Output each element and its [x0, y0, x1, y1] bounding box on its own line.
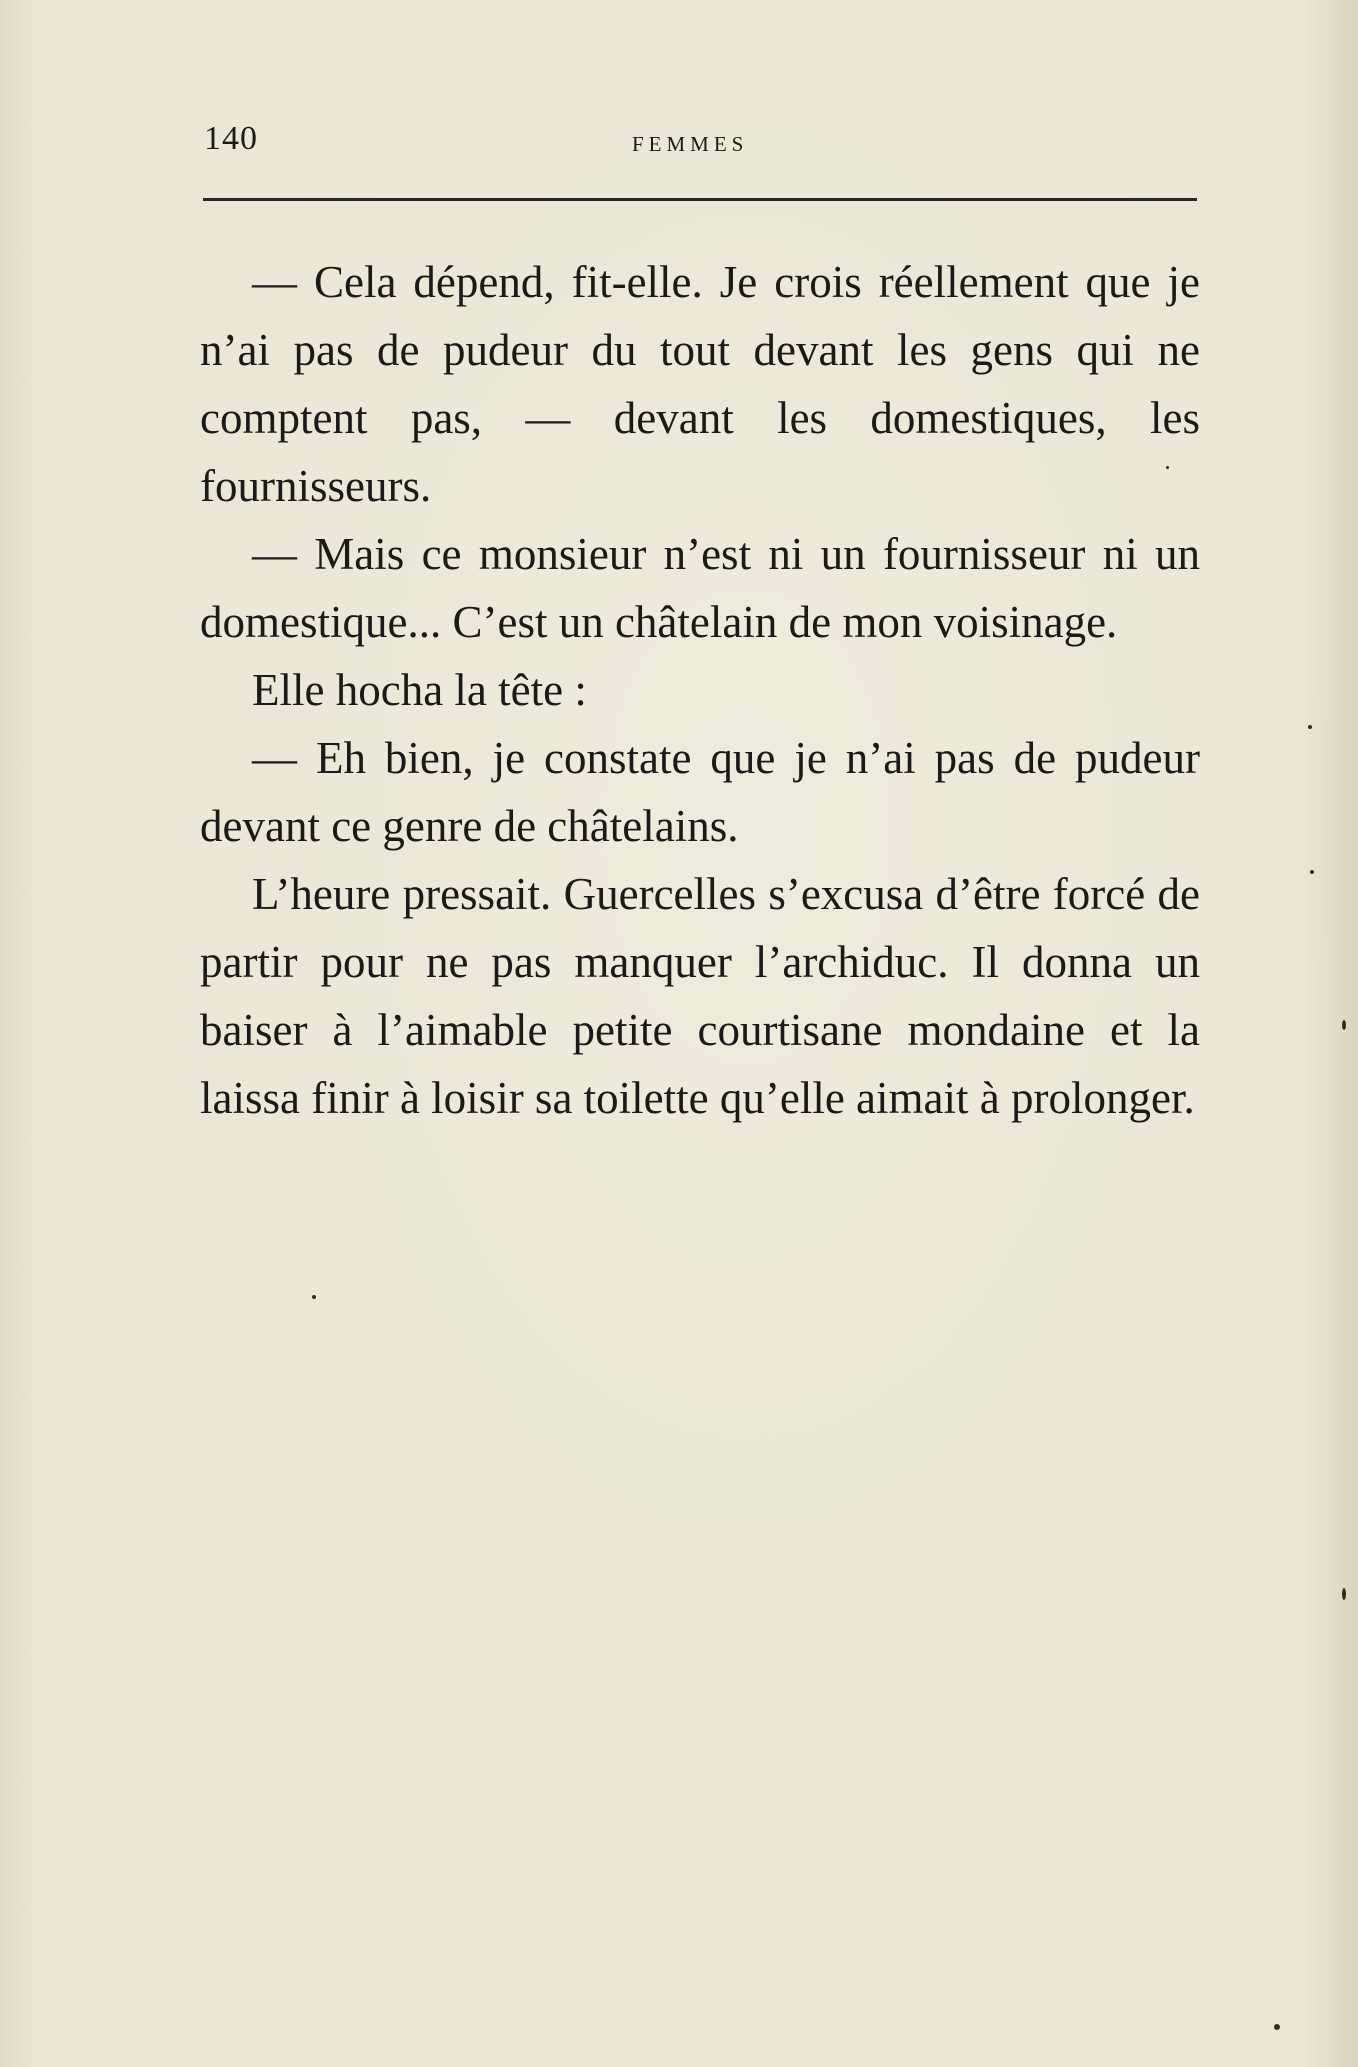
paper-speck	[1342, 1020, 1346, 1030]
paper-speck	[1308, 725, 1312, 729]
body-text	[200, 248, 1200, 1132]
paper-speck	[1166, 466, 1169, 469]
running-title: FEMMES	[632, 132, 749, 156]
paper-speck	[1310, 870, 1314, 874]
running-head	[200, 120, 1196, 170]
paragraph-4: — Eh bien, je constate que je n’ai pas de pudeur devant ce genre de châtelains.	[200, 733, 1200, 851]
paragraph-2: — Mais ce monsieur n’est ni un fournisseur ni un domestique... C’est un châtelain de mon voisinage.	[200, 529, 1200, 647]
paper-speck	[312, 1295, 316, 1299]
paper-speck	[1274, 2024, 1280, 2030]
page-number: 140	[204, 120, 258, 157]
paragraph-1: — Cela dépend, fit-elle. Je crois réellement que je n’ai pas de pudeur du tout devant les gens qui ne comptent pas, — devant les domestiques, les fournisseurs.	[200, 257, 1200, 511]
paper-speck	[1342, 1588, 1346, 1600]
header-rule	[203, 198, 1197, 201]
paragraph-5: L’heure pressait. Guercelles s’excusa d’être forcé de partir pour ne pas manquer l’archiduc. Il donna un baiser à l’aimable petite courtisane mondaine et la laissa finir à loisir sa toilette qu’elle aimait à prolonger.	[200, 869, 1200, 1123]
paragraph-3: Elle hocha la tête :	[252, 665, 587, 715]
